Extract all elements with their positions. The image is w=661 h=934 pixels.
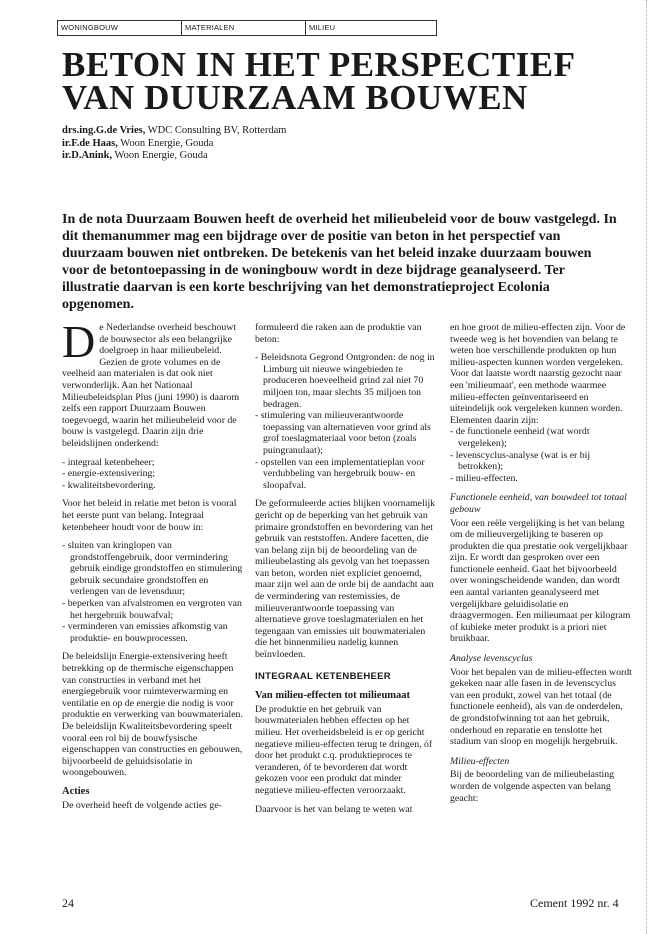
subheading-italic: Functionele eenheid, van bouwdeel tot totaal gebouw — [450, 492, 627, 515]
list-item: - energie-extensivering; — [62, 468, 244, 480]
drop-cap: D — [62, 316, 96, 367]
author-list — [62, 125, 286, 163]
list-item: - stimulering van milieuverantwoorde toepassing van alternatieven voor grind als grof toeslagmateriaal voor beton (zoals puingranulaat); — [255, 410, 438, 456]
author-name: ir.D.Anink, — [62, 150, 113, 161]
actions-list — [255, 352, 438, 491]
tab-milieu: MILIEU — [309, 23, 336, 32]
subheading-italic: Analyse levenscyclus — [450, 653, 533, 665]
title-line-1: BETON IN HET PERSPECTIEF — [62, 45, 576, 84]
body-paragraph: De geformuleerde acties blijken voornamelijk gericht op de beperking van het gebruik van primaire grondstoffen en bevordering van het gebruik van reststoffen. Andere facetten, die van belang zijn bij de beoordeling van de milieubelasting als gevolg van het toepassen van beton, worden niet expliciet genoemd, maar zijn wel aan de orde bij de aandacht aan de vermindering van restemissies, de milieuverantwoorde toepassing van alternatieve grove toeslagmaterialen en het tegengaan van emissies uit bouwmaterialen die het binnenmilieu nadelig kunnen beïnvloeden. — [255, 498, 436, 661]
subheading-italic: Milieu-effecten — [450, 755, 510, 767]
author-name: ir.F.de Haas, — [62, 137, 118, 149]
list-item: - sluiten van kringlopen van grondstoffengebruik, door vermindering gebruik eindige grondstoffen en stimulering gebruik secundaire grondstoffen en verlengen van de levensduur; — [62, 540, 244, 598]
intro-paragraph: De Nederlandse overheid beschouwt de bouwsector als een belangrijke doelgroep in haar milieubeleid. Gezien de grote volumes en de veelheid aan materialen is dat ook niet verwonderlijk. Aan het Nationaal Milieubeleidsplan Plus (juni 1990) is daarom zelfs een rapport Duurzaam Bouwen toegevoegd, waarin het milieubeleid voor de bouw is vastgelegd. Daarin zijn drie beleidslijnen onderkend: — [62, 316, 240, 449]
page-number: 24 — [62, 896, 74, 910]
list-item: - de functionele eenheid (wat wordt vergeleken); — [450, 426, 632, 449]
list-item: - kwaliteitsbevordering. — [62, 480, 244, 492]
author-affiliation: Woon Energie, Gouda — [112, 150, 208, 161]
elements-list — [450, 426, 632, 484]
body-paragraph: Voor het beleid in relatie met beton is vooral het eerste punt van belang. Integraal ketenbeheer houdt voor de bouw in: — [62, 498, 237, 533]
column-3 — [450, 322, 632, 811]
body-paragraph: en hoe groot de milieu-effecten zijn. Voor de tweede weg is het bovendien van belang te weten hoe verschillende produkten op hun milieu-aspecten kunnen worden vergeleken. Voor dat laatste wordt naarstig gezocht naar een 'milieumaat', een methode waarmee milieu-effecten geïnventariseerd en uiteindelijk ook vergeleken kunnen worden. — [450, 322, 626, 415]
list-item: - integraal ketenbeheer; — [62, 457, 244, 469]
lead-paragraph: In de nota Duurzaam Bouwen heeft de overheid het milieubeleid voor de bouw vastgelegd. In dit themanummer mag een bijdrage over de positie van beton in het perspectief van duurzaam bouwen niet ontbreken. De betekenis van het beleid inzake duurzaam bouwen voor de betontoepassing in de woningbouw wordt in deze bijdrage geanalyseerd. Ter illustratie daarvan is een korte beschrijving van het demonstratieproject Ecolonia opgenomen. — [62, 212, 617, 312]
tab-woningbouw: WONINGBOUW — [58, 21, 182, 35]
subheading: Van milieu-effecten tot milieumaat — [255, 690, 411, 702]
list-item: - levenscyclus-analyse (wat is er bij betrokken); — [450, 450, 632, 473]
body-paragraph: Elementen daarin zijn: — [450, 414, 539, 426]
body-paragraph: Daarvoor is het van belang te weten wat — [255, 803, 413, 815]
author — [62, 138, 286, 151]
tab-materialen: MATERIALEN — [182, 21, 306, 35]
body-paragraph: formuleerd die raken aan de produktie van beton: — [255, 322, 422, 345]
title-line-2: VAN DUURZAAM BOUWEN — [62, 78, 528, 117]
body-paragraph: Voor het bepalen van de milieu-effecten wordt gekeken naar alle fasen in de levenscyclus van een produkt, zowel van het totaal (de functionele eenheid), als van de onderdelen, de grondstofwinning tot aan het gebruik, onderhoud en reparatie en tenslotte het stadium van sloop en mogelijk hergebruik. — [450, 666, 632, 748]
chain-management-list — [62, 540, 244, 644]
heading-acties: Acties — [62, 785, 90, 797]
column-1 — [62, 316, 244, 818]
list-item: - opstellen van een implementatieplan voor verdubbeling van hergebruik bouw- en sloopafval. — [255, 457, 438, 492]
author-affiliation: Woon Energie, Gouda — [117, 137, 214, 149]
body-paragraph: Bij de beoordeling van de milieubelasting worden de volgende aspecten van belang geacht: — [450, 769, 615, 804]
list-item: - Beleidsnota Gegrond Ontgronden: de nog in Limburg uit nieuwe wingebieden te produceren hoeveelheid grind zal niet 70 miljoen ton, maar slechts 35 miljoen ton bedragen. — [255, 352, 438, 410]
list-item: - verminderen van emissies afkomstig van produktie- en bouwprocessen. — [62, 621, 244, 644]
journal-reference: Cement 1992 nr. 4 — [530, 896, 619, 910]
list-item: - beperken van afvalstromen en vergroten van het hergebruik bouwafval; — [62, 598, 244, 621]
body-paragraph: De overheid heeft de volgende acties ge- — [62, 799, 222, 811]
list-item: - milieu-effecten. — [450, 473, 632, 485]
policy-lines-list — [62, 457, 244, 492]
category-tabs — [57, 20, 437, 36]
author-name: drs.ing.G.de Vries, — [62, 125, 146, 136]
body-paragraph: Voor een reële vergelijking is het van belang om de milieuvergelijking te baseren op produkten die qua prestatie ook vergelijkbaar zijn. Er wordt dan gesproken over een functionele eenheid. Gaat het bijvoorbeeld over woningscheidende wanden, dan wordt een aantal varianten geanalyseerd met vergelijkbare geluidisolatie en draagvermogen. Een milieumaat per kilogram of kubieke meter produkt is a priori niet bruikbaar. — [450, 517, 631, 645]
page-edge — [645, 0, 647, 934]
section-heading: INTEGRAAL KETENBEHEER — [255, 670, 391, 682]
body-paragraph: De produktie en het gebruik van bouwmaterialen hebben effecten op het milieu. Het overheidsbeleid is er op gericht negatieve milieu-effecten terug te dringen, óf door het produkt c.q. produktieproces te veranderen, óf te bevorderen dat wordt gekozen voor een produkt dat minder negatieve milieu-effecten veroorzaakt. — [255, 703, 433, 796]
body-paragraph: De beleidslijn Energie-extensivering heeft betrekking op de thermische eigenschappen van constructies in verband met het energiegebruik voor ruimteverwarming en ventilatie en op de energie die nodig is voor produktie en verwerking van bouwmaterialen. De beleidslijn Kwaliteitsbevordering speelt vooral een rol bij de bouwfysische eigenschappen van constructies en gebouwen, bijvoorbeeld de geluidsisolatie in woongebouwen. — [62, 651, 243, 779]
column-2 — [255, 322, 438, 822]
page-title — [62, 45, 622, 117]
author — [62, 125, 286, 138]
author — [62, 150, 286, 163]
author-affiliation: WDC Consulting BV, Rotterdam — [145, 125, 287, 136]
